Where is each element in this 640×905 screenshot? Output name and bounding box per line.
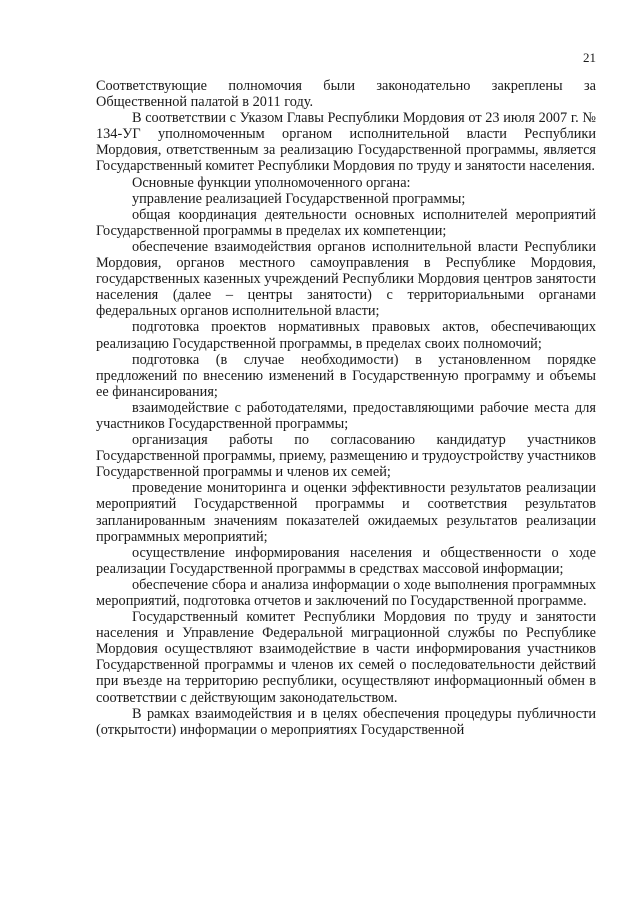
list-item: организация работы по согласованию кандидатур участников Государственной программы, приему, размещению и трудоустройству участников Государственной программы и членов их семей; [96, 432, 596, 481]
list-item: подготовка (в случае необходимости) в установленном порядке предложений по внесению изменений в Государственную программу и объемы ее финансирования; [96, 351, 596, 400]
list-item: управление реализацией Государственной программы; [132, 190, 466, 207]
paragraph: В соответствии с Указом Главы Республики Мордовия от 23 июля 2007 г. № 134-УГ уполномоченным органом исполнительной власти Республики Мордовия, ответственным за реализацию Государственной программы, является Государственный комитет Республики Мордовия по труду и занятости населения. [96, 110, 596, 175]
list-item: обеспечение взаимодействия органов исполнительной власти Республики Мордовия, органов местного самоуправления в Республике Мордовия, государственных казенных учреждений Республики Мордовия центров занятости населения (далее – центры занятости) с территориальными органами федеральных органов исполнительной власти; [96, 238, 596, 320]
list-item: проведение мониторинга и оценки эффективности результатов реализации мероприятий Государственной программы и соответствия результатов запланированным значениям показателей ожидаемых результатов реализации программных мероприятий; [96, 480, 596, 545]
paragraph: Государственный комитет Республики Мордовия по труду и занятости населения и Управление Федеральной миграционной службы по Республике Мордовия осуществляют взаимодействие в части информирования участников Государственной программы и членов их семей о последовательности действий при въезде на территорию республики, осуществляют информационный обмен в соответствии с действующим законодательством. [96, 609, 596, 706]
list-item: взаимодействие с работодателями, предоставляющими рабочие места для участников Государственной программы; [96, 399, 596, 432]
body-text [96, 78, 596, 738]
paragraph: Соответствующие полномочия были законодательно закреплены за Общественной палатой в 2011 году. [96, 78, 596, 111]
page-number: 21 [583, 50, 596, 65]
paragraph: Основные функции уполномоченного органа: [132, 174, 411, 191]
list-item: общая координация деятельности основных исполнителей мероприятий Государственной программы в пределах их компетенции; [96, 206, 596, 239]
list-item: подготовка проектов нормативных правовых актов, обеспечивающих реализацию Государственной программы, в пределах своих полномочий; [96, 319, 596, 352]
list-item: осуществление информирования населения и общественности о ходе реализации Государственной программы в средствах массовой информации; [96, 544, 596, 577]
paragraph: В рамках взаимодействия и в целях обеспечения процедуры публичности (открытости) информации о мероприятиях Государственной [96, 705, 596, 738]
list-item: обеспечение сбора и анализа информации о ходе выполнения программных мероприятий, подготовка отчетов и заключений по Государственной программе. [96, 576, 596, 609]
